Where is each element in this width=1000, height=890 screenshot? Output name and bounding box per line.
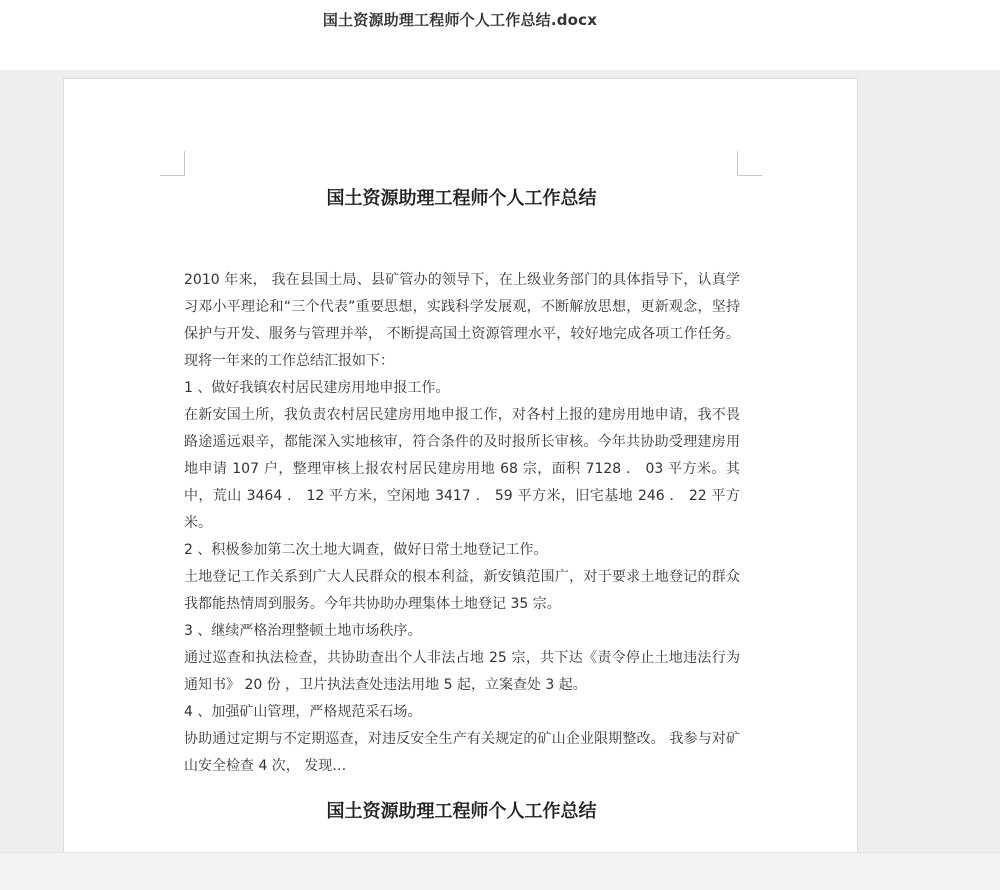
paragraph: 3 、继续严格治理整顿土地市场秩序。 [184,623,422,639]
document-page [63,78,858,852]
paragraph: 1 、做好我镇农村居民建房用地申报工作。 [184,380,450,396]
paragraph: 4 、加强矿山管理，严格规范采石场。 [184,704,422,720]
paragraph: 2010 年来， 我在县国土局、县矿管办的领导下，在上级业务部门的具体指导下，认真学习邓小平理论和“三个代表”重要思想，实践科学发展观，不断解放思想，更新观念，坚持保护与开发、服务与管理并举， 不断提高国土资源管理水平，较好地完成各项工作任务。 现将一年来的工作总结汇报如下： [184,272,740,369]
file-name-title: 国土资源助理工程师个人工作总结.docx [322,11,598,29]
margin-corner-top-right [737,151,762,176]
top-bar [0,0,1000,70]
document-viewer[interactable] [0,70,1000,852]
document-body [184,267,740,780]
document-heading: 国土资源助理工程师个人工作总结 [326,188,597,209]
margin-corner-top-left [160,151,185,176]
paragraph: 在新安国土所，我负责农村居民建房用地申报工作，对各村上报的建房用地申请，我不畏路途遥远艰辛，都能深入实地核审，符合条件的及时报所长审核。今年共协助受理建房用地申请 107 户，整理审核上报农村居民建房用地 68 宗，面积 7128 ． 03 平方米。其中，荒山 3464 ． 12 平方米，空闲地 3417 ． 59 平方米，旧宅基地 246 ． 22 平方米。 [184,407,740,531]
paragraph: 协助通过定期与不定期巡查，对违反安全生产有关规定的矿山企业限期整改。 我参与对矿山安全检查 4 次， 发现… [184,731,740,774]
document-heading-repeat: 国土资源助理工程师个人工作总结 [326,801,597,822]
bottom-bar [0,852,1000,890]
paragraph: 通过巡查和执法检查，共协助查出个人非法占地 25 宗，共下达《责令停止土地违法行为通知书》 20 份 ，卫片执法查处违法用地 5 起，立案查处 3 起。 [184,650,740,693]
paragraph: 土地登记工作关系到广大人民群众的根本利益，新安镇范围广，对于要求土地登记的群众我都能热情周到服务。今年共协助办理集体土地登记 35 宗。 [184,569,740,612]
paragraph: 2 、积极参加第二次土地大调查，做好日常土地登记工作。 [184,542,548,558]
